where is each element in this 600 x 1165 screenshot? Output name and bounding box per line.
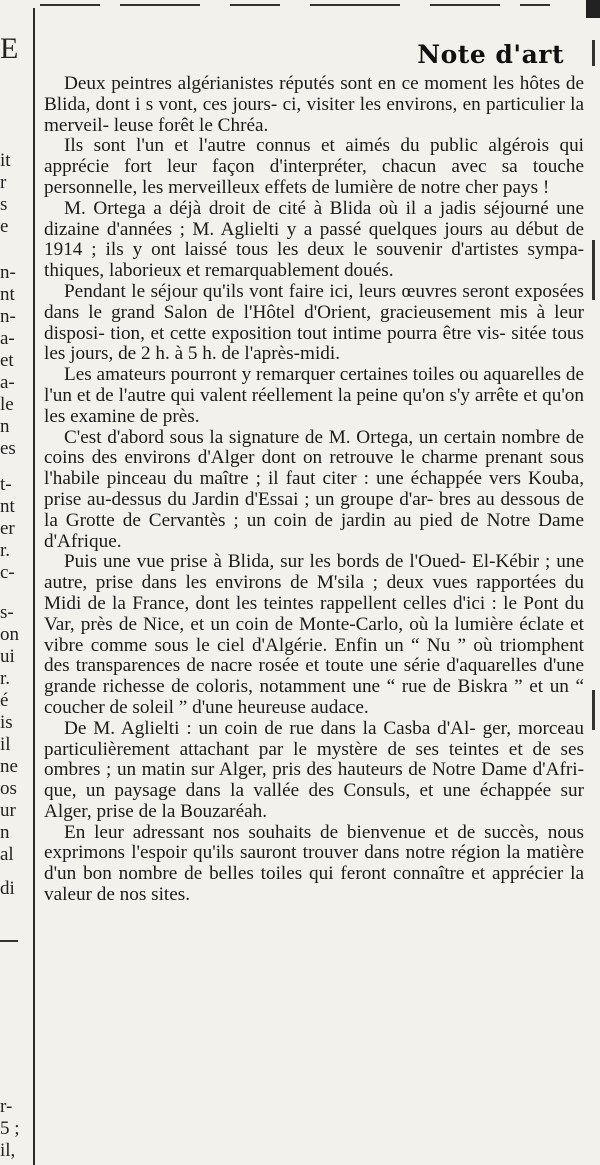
fragment: es <box>0 438 16 459</box>
fragment: il, <box>0 1140 16 1161</box>
paragraph: Puis une vue prise à Blida, sur les bords de l'Oued- El-Kébir ; une autre, prise dans les environs de M'sila ; deux vues rapportées du Midi de la France, dont les teintes rappellent celles d'ici : le Pont du Var, près de Nice, et un coin de Monte-Carlo, où la lumière éclate et vibre comme sous le ciel d'Algérie. Enfin un “ Nu ” où triomphent des transparences de nacre rosée et toute une série d'aquarelles d'une grande richesse de coloris, notamment une “ rue de Biskra ” et un “ coucher de soleil ” d'une heureuse audace. <box>44 551 584 718</box>
fragment: r. <box>0 540 11 561</box>
fragment: n <box>0 822 10 843</box>
article-body <box>44 74 584 906</box>
fragment: et <box>0 350 14 371</box>
separator <box>0 940 18 942</box>
fragment: t- <box>0 474 12 495</box>
fragment: r. <box>0 668 11 689</box>
fragment: er <box>0 518 15 539</box>
fragment: e <box>0 216 9 237</box>
adjacent-column-fragments <box>0 0 32 1165</box>
fragment: ui <box>0 646 15 667</box>
fragment: a- <box>0 328 15 349</box>
paragraph: M. Ortega a déjà droit de cité à Blida où il a jadis séjourné une dizaine d'années ; M. Aglielti y a passé quelques jours au début de 1914 ; ils y ont laissé tous les deux le souvenir d'artistes sympa- thiques, laborieux et remarquablement doués. <box>44 197 584 282</box>
fragment: il <box>0 734 11 755</box>
fragment: 5 ; <box>0 1118 20 1139</box>
fragment: r <box>0 172 7 193</box>
fragment: ur <box>0 800 16 821</box>
fragment: di <box>0 878 15 899</box>
fragment: r- <box>0 1096 13 1117</box>
fragment: al <box>0 844 14 865</box>
fragment: s- <box>0 602 14 623</box>
paragraph: C'est d'abord sous la signature de M. Ortega, un certain nombre de coins des environs d'Alger dont on retrouve le charme prenant sous l'habile pinceau du maître ; il faut citer : une échappée vers Kouba, prise au-dessus du Jardin d'Essai ; un groupe d'ar- bres au dessous de la Grotte de Cervantès ; un coin de jardin au pied de Notre Dame d'Afrique. <box>44 426 584 552</box>
fragment: on <box>0 624 19 645</box>
fragment: n <box>0 416 10 437</box>
paragraph: De M. Aglielti : un coin de rue dans la Casba d'Al- ger, morceau particulièrement attachant par le mystère de ses teintes et de ses ombres ; un matin sur Alger, pris des hauteurs de Notre Dame d'Afri- que, un paysage dans la vallée des Consuls, et une échappée sur Alger, prise de la Bouzaréah. <box>44 717 584 822</box>
column-rule <box>33 8 35 1165</box>
fragment: is <box>0 712 13 733</box>
fragment: s <box>0 194 8 215</box>
paragraph: Deux peintres algérianistes réputés sont en ce moment les hôtes de Blida, dont i s vont, ces jours- ci, visiter les environs, en particulier la merveil- leuse forêt le Chréa. <box>44 73 584 136</box>
fragment: c- <box>0 562 15 583</box>
fragment: ne <box>0 756 18 777</box>
paragraph: En leur adressant nos souhaits de bienvenue et de succès, nous exprimons l'espoir qu'ils sauront trouver dans notre région la matière d'un bon nombre de belles toiles qui feront connaître et apprécier la valeur de nos sites. <box>44 821 584 906</box>
fragment: a- <box>0 372 15 393</box>
paragraph: Ils sont l'un et l'autre connus et aimés du public algérois qui apprécie fort leur façon d'interpréter, chacun avec sa touche personnelle, les merveilleux effets de lumière de notre cher pays ! <box>44 135 584 198</box>
fragment: é <box>0 690 9 711</box>
fragment: nt <box>0 496 15 517</box>
fragment: E <box>0 32 19 65</box>
fragment: os <box>0 778 17 799</box>
fragment: n- <box>0 306 16 327</box>
fragment: le <box>0 394 14 415</box>
fragment: it <box>0 150 11 171</box>
paragraph: Pendant le séjour qu'ils vont faire ici, leurs œuvres seront exposées dans le grand Salon de l'Hôtel d'Orient, gracieusement mis à leur disposi- tion, et cette exposition tout intime pourra être vis- sitée tous les jours, de 2 h. à 5 h. de l'après-midi. <box>44 280 584 365</box>
paragraph: Les amateurs pourront y remarquer certaines toiles ou aquarelles de l'un et de l'autre qui valent réellement la peine qu'on s'y arrête et qu'on les examine de près. <box>44 364 584 427</box>
article-title: Note d'art <box>417 40 564 69</box>
fragment: nt <box>0 284 15 305</box>
fragment: n- <box>0 262 16 283</box>
right-column-edge <box>588 0 600 1165</box>
top-dashed-rule <box>0 0 600 10</box>
